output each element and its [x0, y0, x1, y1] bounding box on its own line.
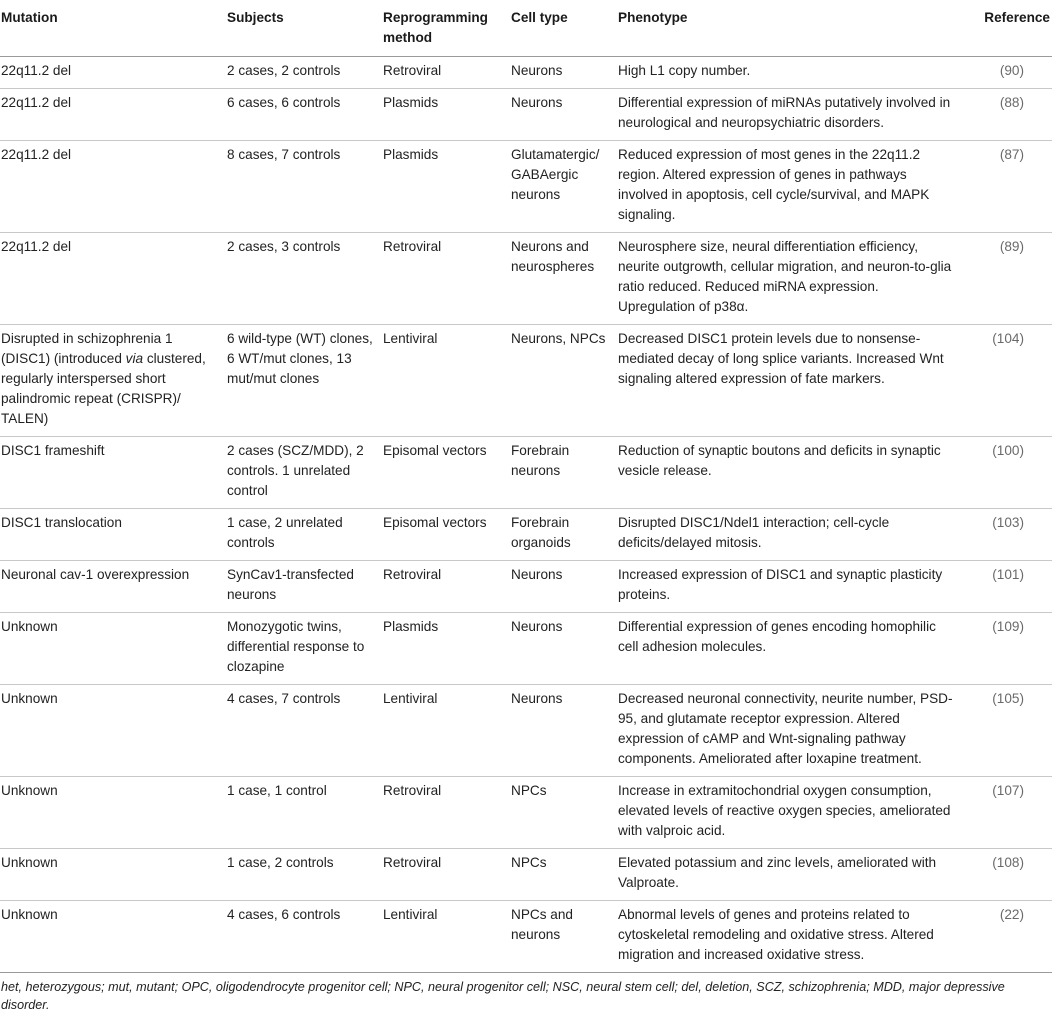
cell-cell-type: Neurons [510, 57, 617, 89]
cell-cell-type: NPCs and neurons [510, 901, 617, 973]
header-row [0, 0, 1052, 57]
table-row [0, 89, 1052, 141]
reference-link[interactable]: (88) [999, 95, 1024, 110]
cell-phenotype: Decreased neuronal connectivity, neurite number, PSD-95, and glutamate receptor expression. Altered expression of cAMP and Wnt-signaling pathway components. Ameliorated after loxapine treatment. [617, 685, 960, 777]
cell-method: Plasmids [382, 89, 510, 141]
reference-link[interactable]: (101) [992, 567, 1024, 582]
table-row [0, 57, 1052, 89]
cell-cell-type: Neurons [510, 561, 617, 613]
cell-phenotype: Increased expression of DISC1 and synaptic plasticity proteins. [617, 561, 960, 613]
header-subjects: Subjects [226, 0, 382, 57]
cell-mutation: 22q11.2 del [0, 89, 226, 141]
reference-link[interactable]: (107) [992, 783, 1024, 798]
cell-reference [960, 141, 1052, 233]
cell-phenotype: Disrupted DISC1/Ndel1 interaction; cell-cycle deficits/delayed mitosis. [617, 509, 960, 561]
cell-cell-type: Glutamatergic/ GABAergic neurons [510, 141, 617, 233]
table-row [0, 233, 1052, 325]
cell-reference [960, 437, 1052, 509]
cell-subjects: 2 cases (SCZ/MDD), 2 controls. 1 unrelated control [226, 437, 382, 509]
cell-reference [960, 613, 1052, 685]
mutation-text-post: clustered, regularly interspersed short palindromic repeat (CRISPR)/ TALEN) [1, 351, 206, 426]
cell-cell-type: Forebrain neurons [510, 437, 617, 509]
cell-subjects: 4 cases, 7 controls [226, 685, 382, 777]
cell-cell-type: NPCs [510, 777, 617, 849]
cell-method: Plasmids [382, 613, 510, 685]
cell-phenotype: Differential expression of genes encoding homophilic cell adhesion molecules. [617, 613, 960, 685]
cell-phenotype: Increase in extramitochondrial oxygen consumption, elevated levels of reactive oxygen species, ameliorated with valproic acid. [617, 777, 960, 849]
mutation-text-pre: Disrupted in schizophrenia 1 (DISC1) (introduced [1, 331, 173, 366]
cell-method: Lentiviral [382, 685, 510, 777]
cell-method: Episomal vectors [382, 437, 510, 509]
table-row [0, 437, 1052, 509]
table-row [0, 509, 1052, 561]
header-method: Reprogramming method [382, 0, 510, 57]
cell-mutation: DISC1 translocation [0, 509, 226, 561]
cell-method: Plasmids [382, 141, 510, 233]
table-row [0, 561, 1052, 613]
cell-subjects: 1 case, 2 unrelated controls [226, 509, 382, 561]
cell-cell-type: Neurons, NPCs [510, 325, 617, 437]
cell-reference [960, 685, 1052, 777]
cell-subjects: Monozygotic twins, differential response to clozapine [226, 613, 382, 685]
cell-mutation: Unknown [0, 901, 226, 973]
cell-phenotype: Neurosphere size, neural differentiation efficiency, neurite outgrowth, cellular migration, and neuron-to-glia ratio reduced. Reduced miRNA expression. Upregulation of p38α. [617, 233, 960, 325]
cell-method: Episomal vectors [382, 509, 510, 561]
cell-subjects: 6 cases, 6 controls [226, 89, 382, 141]
cell-phenotype: Reduction of synaptic boutons and deficits in synaptic vesicle release. [617, 437, 960, 509]
cell-reference [960, 89, 1052, 141]
cell-cell-type: Neurons [510, 685, 617, 777]
cell-reference [960, 509, 1052, 561]
header-cell-type: Cell type [510, 0, 617, 57]
table-body [0, 57, 1052, 973]
cell-method: Retroviral [382, 561, 510, 613]
cell-cell-type: Neurons [510, 613, 617, 685]
table-row [0, 613, 1052, 685]
cell-phenotype: Differential expression of miRNAs putatively involved in neurological and neuropsychiatric disorders. [617, 89, 960, 141]
table-row [0, 849, 1052, 901]
cell-phenotype: Elevated potassium and zinc levels, ameliorated with Valproate. [617, 849, 960, 901]
reference-link[interactable]: (90) [999, 63, 1024, 78]
cell-reference [960, 233, 1052, 325]
cell-phenotype: Abnormal levels of genes and proteins related to cytoskeletal remodeling and oxidative stress. Altered migration and increased oxidative stress. [617, 901, 960, 973]
header-phenotype: Phenotype [617, 0, 960, 57]
cell-mutation: Unknown [0, 777, 226, 849]
cell-method: Retroviral [382, 57, 510, 89]
cell-method: Lentiviral [382, 901, 510, 973]
cell-subjects: 8 cases, 7 controls [226, 141, 382, 233]
cell-subjects: 2 cases, 3 controls [226, 233, 382, 325]
cell-subjects: 1 case, 2 controls [226, 849, 382, 901]
reference-link[interactable]: (100) [992, 443, 1024, 458]
table-header [0, 0, 1052, 57]
cell-mutation: Unknown [0, 613, 226, 685]
table-footnote: het, heterozygous; mut, mutant; OPC, oligodendrocyte progenitor cell; NPC, neural progenitor cell; NSC, neural stem cell; del, deletion, SCZ, schizophrenia; MDD, major depressive disorder. [1, 980, 1005, 1011]
cell-reference [960, 325, 1052, 437]
cell-reference [960, 901, 1052, 973]
table-row [0, 141, 1052, 233]
header-mutation: Mutation [0, 0, 226, 57]
reference-link[interactable]: (105) [992, 691, 1024, 706]
cell-reference [960, 561, 1052, 613]
cell-subjects: 1 case, 1 control [226, 777, 382, 849]
reference-link[interactable]: (89) [999, 239, 1024, 254]
cell-method: Lentiviral [382, 325, 510, 437]
reference-link[interactable]: (103) [992, 515, 1024, 530]
cell-mutation: Unknown [0, 849, 226, 901]
table-row [0, 325, 1052, 437]
cell-subjects: 6 wild-type (WT) clones, 6 WT/mut clones, 13 mut/mut clones [226, 325, 382, 437]
cell-subjects: 2 cases, 2 controls [226, 57, 382, 89]
cell-phenotype: Reduced expression of most genes in the 22q11.2 region. Altered expression of genes in pathways involved in apoptosis, cell cycle/survival, and MAPK signaling. [617, 141, 960, 233]
reference-link[interactable]: (104) [992, 331, 1024, 346]
cell-mutation [0, 325, 226, 437]
cell-method: Retroviral [382, 777, 510, 849]
table-row [0, 777, 1052, 849]
cell-method: Retroviral [382, 233, 510, 325]
reference-link[interactable]: (22) [999, 907, 1024, 922]
cell-reference [960, 849, 1052, 901]
cell-subjects: SynCav1-transfected neurons [226, 561, 382, 613]
reference-link[interactable]: (109) [992, 619, 1024, 634]
cell-mutation: Neuronal cav-1 overexpression [0, 561, 226, 613]
mutation-text-italic: via [125, 351, 144, 366]
cell-mutation: Unknown [0, 685, 226, 777]
table-row [0, 901, 1052, 973]
cell-mutation: 22q11.2 del [0, 57, 226, 89]
reference-link[interactable]: (87) [999, 147, 1024, 162]
cell-subjects: 4 cases, 6 controls [226, 901, 382, 973]
reference-link[interactable]: (108) [992, 855, 1024, 870]
cell-phenotype: High L1 copy number. [617, 57, 960, 89]
cell-cell-type: Neurons [510, 89, 617, 141]
header-reference: Reference [960, 0, 1052, 57]
cell-cell-type: NPCs [510, 849, 617, 901]
cell-mutation: 22q11.2 del [0, 233, 226, 325]
cell-cell-type: Forebrain organoids [510, 509, 617, 561]
cell-reference [960, 777, 1052, 849]
cell-phenotype: Decreased DISC1 protein levels due to nonsense-mediated decay of long splice variants. Increased Wnt signaling altered expression of fate markers. [617, 325, 960, 437]
cell-cell-type: Neurons and neurospheres [510, 233, 617, 325]
cell-mutation: 22q11.2 del [0, 141, 226, 233]
cell-reference [960, 57, 1052, 89]
table-row [0, 685, 1052, 777]
cell-method: Retroviral [382, 849, 510, 901]
cell-mutation: DISC1 frameshift [0, 437, 226, 509]
